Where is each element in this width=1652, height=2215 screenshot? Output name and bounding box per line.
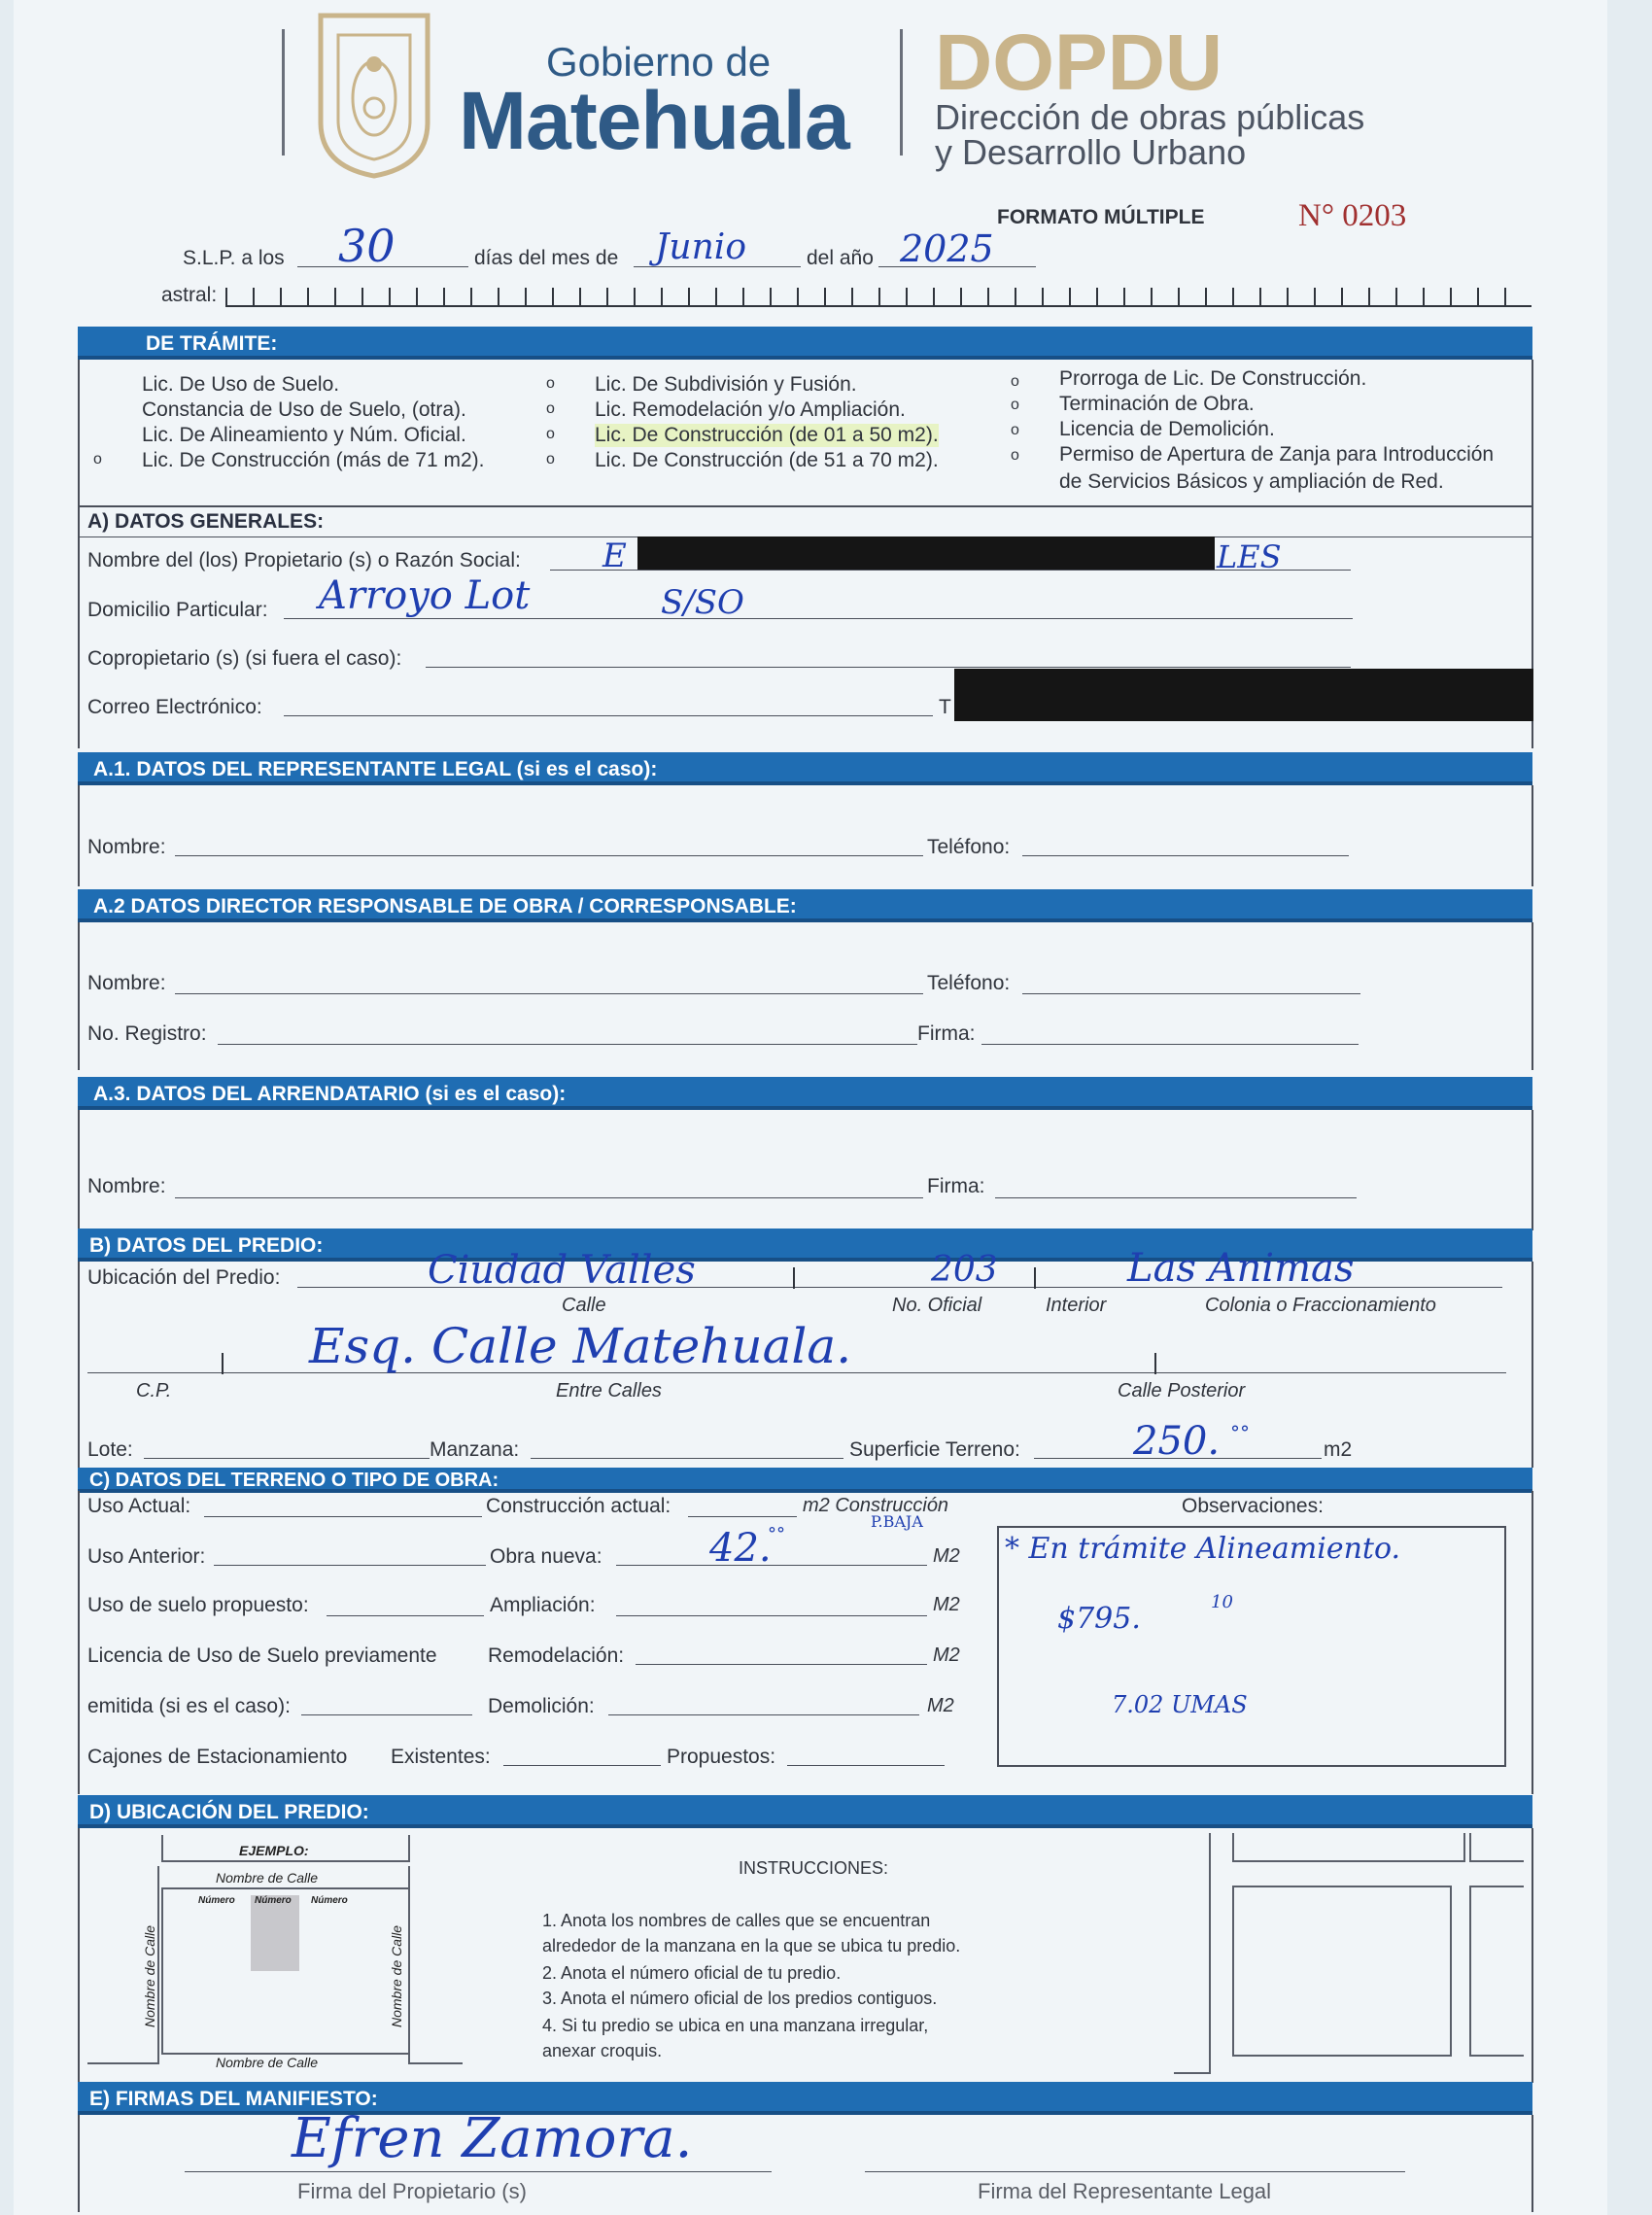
tramite-option[interactable]: Licencia de Demolición. (1059, 418, 1275, 440)
tramite-option-cont: de Servicios Básicos y ampliación de Red. (1059, 470, 1444, 493)
cap-colony: Colonia o Fraccionamiento (1205, 1295, 1436, 1316)
header-divider-2 (900, 29, 903, 156)
instructions-title: INSTRUCCIONES: (739, 1858, 889, 1878)
expansion-field[interactable] (616, 1615, 927, 1616)
tramite-option[interactable]: Terminación de Obra. (1059, 393, 1255, 415)
owner-value-end: LES (1217, 538, 1282, 575)
emitted-label: emitida (si es el caso): (87, 1695, 291, 1717)
e-title: E) FIRMAS DEL MANIFIESTO: (89, 2088, 378, 2110)
block-field[interactable] (531, 1458, 843, 1459)
current-const-field[interactable] (688, 1516, 797, 1517)
e-left (78, 2115, 80, 2212)
gov-small-title: Gobierno de (546, 39, 772, 85)
instruction-line: 3. Anota el número oficial de los predios contiguos. (542, 1989, 938, 2008)
tick (1034, 1267, 1036, 1289)
c-right (1532, 1491, 1533, 1794)
lot-field[interactable] (144, 1458, 430, 1459)
cadastral-boxes (225, 288, 1532, 307)
expansion-unit: M2 (933, 1594, 960, 1615)
previous-use-label: Uso Anterior: (87, 1545, 206, 1568)
address-field[interactable] (284, 618, 1353, 619)
radio-icon[interactable]: o (546, 400, 555, 417)
c-bar (78, 1468, 1532, 1493)
owner-signature: Efren Zamora. (292, 2107, 693, 2170)
area-label: Superficie Terreno: (849, 1438, 1020, 1461)
existing-label: Existentes: (391, 1746, 491, 1768)
area-value: 250. (1133, 1419, 1221, 1464)
a2-bar (78, 889, 1532, 922)
remodel-field[interactable] (636, 1664, 927, 1665)
sketch-block (1232, 1833, 1465, 1862)
e-right (1532, 2115, 1533, 2212)
a1-phone-label: Teléfono: (927, 836, 1011, 858)
a3-signature-field[interactable] (995, 1197, 1357, 1198)
section-a-left (78, 505, 80, 748)
dopdu-subtitle-2: y Desarrollo Urbano (935, 132, 1247, 172)
between-value: Esq. Calle Matehuala. (309, 1318, 852, 1374)
a1-bar (78, 752, 1532, 785)
owner-signature-field[interactable] (185, 2171, 772, 2172)
tramite-option[interactable]: Lic. De Uso de Suelo. (142, 373, 340, 396)
cap-back: Calle Posterior (1118, 1380, 1246, 1402)
a3-left (78, 1110, 80, 1230)
a2-right (1532, 922, 1533, 1070)
example-label: EJEMPLO: (239, 1843, 309, 1858)
tick (793, 1267, 795, 1289)
address-label: Domicilio Particular: (87, 599, 268, 621)
a3-name-field[interactable] (175, 1197, 923, 1198)
c-title: C) DATOS DEL TERRENO O TIPO DE OBRA: (89, 1470, 499, 1491)
radio-icon[interactable]: o (546, 451, 555, 467)
a1-left (78, 785, 80, 886)
tramite-title: DE TRÁMITE: (146, 332, 278, 355)
d-left (78, 1828, 80, 2083)
new-work-unit: M2 (933, 1545, 960, 1567)
instruction-line: 1. Anota los nombres de calles que se encuentran (542, 1911, 931, 1930)
new-work-value: 42. (709, 1526, 772, 1571)
observation-2: $795. (1057, 1602, 1141, 1636)
year-value: 2025 (900, 227, 994, 270)
numero-right: Número (311, 1895, 348, 1906)
a3-signature-label: Firma: (927, 1175, 985, 1197)
sketch-block (1174, 1833, 1211, 2074)
emitted-field[interactable] (301, 1714, 472, 1715)
radio-icon[interactable]: o (546, 426, 555, 442)
new-work-label: Obra nueva: (490, 1545, 602, 1568)
radio-icon[interactable]: o (1011, 422, 1019, 438)
redaction-bar (637, 536, 1215, 570)
cap-between: Entre Calles (556, 1380, 662, 1402)
numero-left: Número (198, 1895, 235, 1906)
radio-icon[interactable]: o (93, 451, 102, 467)
area-unit: m2 (1324, 1438, 1353, 1461)
cadastral-label: astral: (161, 284, 218, 306)
tramite-option[interactable]: Lic. De Subdivisión y Fusión. (595, 373, 857, 396)
tick (222, 1353, 224, 1374)
radio-icon[interactable]: o (1011, 373, 1019, 390)
d-bar (78, 1795, 1532, 1828)
coowner-label: Copropietario (s) (si fuera el caso): (87, 647, 402, 670)
expansion-label: Ampliación: (490, 1594, 596, 1616)
instruction-line: 2. Anota el número oficial de tu predio. (542, 1963, 842, 1983)
remodel-label: Remodelación: (488, 1644, 625, 1667)
municipal-seal-icon (311, 6, 437, 181)
a2-signature-label: Firma: (917, 1022, 976, 1045)
a2-registry-field[interactable] (218, 1044, 917, 1045)
address-value-2: S/SO (661, 583, 744, 622)
form-title: FORMATO MÚLTIPLE (997, 206, 1205, 228)
existing-field[interactable] (503, 1765, 661, 1766)
colony-value: Las Animas (1127, 1246, 1355, 1291)
owner-label: Nombre del (los) Propietario (s) o Razón Social: (87, 549, 521, 571)
tramite-option[interactable]: Permiso de Apertura de Zanja para Introducción (1059, 443, 1495, 466)
sketch-block (408, 1866, 463, 2064)
radio-icon[interactable]: o (1011, 447, 1019, 464)
current-use-field[interactable] (204, 1516, 482, 1517)
cap-street: Calle (562, 1295, 606, 1316)
area-sup: °° (1230, 1421, 1250, 1444)
street-value: Ciudad Valles (428, 1248, 696, 1293)
instruction-line: alrededor de la manzana en la que se ubica tu predio. (542, 1936, 961, 1955)
license-prev-label: Licencia de Uso de Suelo previamente (87, 1644, 437, 1667)
header-divider (282, 29, 285, 156)
a2-signature-field[interactable] (981, 1044, 1359, 1045)
demolition-field[interactable] (608, 1714, 919, 1715)
c-left (78, 1491, 80, 1794)
proposed-use-field[interactable] (327, 1615, 484, 1616)
dopdu-subtitle-1: Dirección de obras públicas (935, 97, 1365, 137)
a2-name-label: Nombre: (87, 972, 166, 994)
year-label: del año (807, 247, 874, 269)
tramite-option[interactable]: Lic. De Alineamiento y Núm. Oficial. (142, 424, 466, 446)
owner-value-start: E (602, 536, 627, 575)
month-label: días del mes de (474, 247, 619, 269)
cap-number: No. Oficial (892, 1295, 982, 1316)
b-right (1532, 1262, 1533, 1468)
street-name-top: Nombre de Calle (216, 1870, 319, 1886)
d-title: D) UBICACIÓN DEL PREDIO: (89, 1801, 369, 1823)
instruction-line: 4. Si tu predio se ubica en una manzana irregular, (542, 2016, 929, 2035)
a3-title: A.3. DATOS DEL ARRENDATARIO (si es el caso): (93, 1083, 567, 1105)
street-name-right: Nombre de Calle (389, 1924, 404, 2027)
phone-initial: T (939, 696, 951, 718)
legal-signature-field[interactable] (865, 2171, 1405, 2172)
a3-bar (78, 1077, 1532, 1110)
coowner-field[interactable] (426, 667, 1351, 668)
tramite-option[interactable]: Lic. De Construcción (más de 71 m2). (142, 449, 485, 471)
dopdu-title: DOPDU (935, 18, 1223, 107)
tramite-option[interactable]: Prorroga de Lic. De Construcción. (1059, 367, 1367, 390)
sketch-block (1469, 1886, 1524, 2057)
a1-name-field[interactable] (175, 855, 923, 856)
a1-phone-field[interactable] (1022, 855, 1349, 856)
demolition-label: Demolición: (488, 1695, 595, 1717)
tramite-bar (78, 327, 1532, 360)
a1-right (1532, 785, 1533, 886)
section-a-top (78, 505, 1532, 507)
new-work-note: P.BAJA (871, 1512, 923, 1531)
address-value-1: Arroyo Lot (319, 573, 531, 618)
numero-mid: Número (255, 1895, 292, 1906)
parking-label: Cajones de Estacionamiento (87, 1746, 348, 1768)
sketch-block (1232, 1886, 1452, 2057)
tick (1154, 1353, 1156, 1374)
b-title: B) DATOS DEL PREDIO: (89, 1234, 324, 1257)
number-value: 203 (931, 1250, 998, 1290)
a2-left (78, 922, 80, 1070)
a2-name-field[interactable] (175, 993, 923, 994)
gov-big-title: Matehuala (459, 75, 849, 166)
sketch-lot (251, 1895, 299, 1971)
new-work-field[interactable] (616, 1565, 927, 1566)
radio-icon[interactable]: o (546, 375, 555, 392)
a2-phone-field[interactable] (1022, 993, 1360, 994)
section-a-title: A) DATOS GENERALES: (87, 510, 325, 533)
block-label: Manzana: (430, 1438, 520, 1461)
email-label: Correo Electrónico: (87, 696, 262, 718)
a3-right (1532, 1110, 1533, 1230)
instruction-line: anexar croquis. (542, 2041, 663, 2060)
observation-3: 7.02 UMAS (1112, 1691, 1248, 1718)
a2-phone-label: Teléfono: (927, 972, 1011, 994)
remodel-unit: M2 (933, 1644, 960, 1666)
redaction-bar (954, 669, 1533, 721)
street-name-bottom: Nombre de Calle (216, 2055, 319, 2070)
sketch-block (1469, 1833, 1524, 1862)
lot-label: Lote: (87, 1438, 133, 1461)
observation-1: * En trámite Alineamiento. (1005, 1532, 1401, 1566)
email-field[interactable] (284, 715, 933, 716)
a2-registry-label: No. Registro: (87, 1022, 207, 1045)
tramite-option-selected[interactable]: Lic. De Construcción (de 01 a 50 m2). (595, 424, 939, 446)
proposed-field[interactable] (787, 1765, 945, 1766)
cap-interior: Interior (1046, 1295, 1107, 1316)
new-work-sup: °° (768, 1524, 785, 1544)
tramite-option[interactable]: Lic. Remodelación y/o Ampliación. (595, 398, 906, 421)
d-right (1532, 1828, 1533, 2083)
owner-signature-label: Firma del Propietario (s) (297, 2179, 527, 2203)
a1-title: A.1. DATOS DEL REPRESENTANTE LEGAL (si es el caso): (93, 758, 658, 780)
tramite-left-border (78, 360, 80, 505)
a1-name-label: Nombre: (87, 836, 166, 858)
month-value: Junio (655, 227, 746, 267)
legal-signature-label: Firma del Representante Legal (978, 2179, 1272, 2203)
demolition-unit: M2 (927, 1695, 954, 1716)
observations-label: Observaciones: (1182, 1495, 1324, 1517)
proposed-label: Propuestos: (667, 1746, 776, 1768)
a3-name-label: Nombre: (87, 1175, 166, 1197)
location-label: Ubicación del Predio: (87, 1266, 281, 1289)
date-prefix: S.L.P. a los (183, 247, 285, 269)
a2-title: A.2 DATOS DIRECTOR RESPONSABLE DE OBRA / CORRESPONSABLE: (93, 895, 797, 917)
day-value: 30 (338, 220, 396, 272)
street-name-left: Nombre de Calle (142, 1924, 157, 2027)
proposed-use-label: Uso de suelo propuesto: (87, 1594, 309, 1616)
tramite-option[interactable]: Constancia de Uso de Suelo, (otra). (142, 398, 466, 421)
cap-cp: C.P. (136, 1380, 172, 1402)
current-const-label: Construcción actual: (486, 1495, 671, 1517)
m2-const-caption: m2 Construcción (803, 1495, 949, 1516)
tramite-option[interactable]: Lic. De Construcción (de 51 a 70 m2). (595, 449, 939, 471)
folio-number: N° 0203 (1298, 198, 1407, 233)
previous-use-field[interactable] (214, 1565, 486, 1566)
current-use-label: Uso Actual: (87, 1495, 191, 1517)
radio-icon[interactable]: o (1011, 397, 1019, 413)
b-left (78, 1262, 80, 1468)
tramite-right-border (1532, 360, 1533, 505)
observation-2-sup: 10 (1211, 1592, 1233, 1612)
